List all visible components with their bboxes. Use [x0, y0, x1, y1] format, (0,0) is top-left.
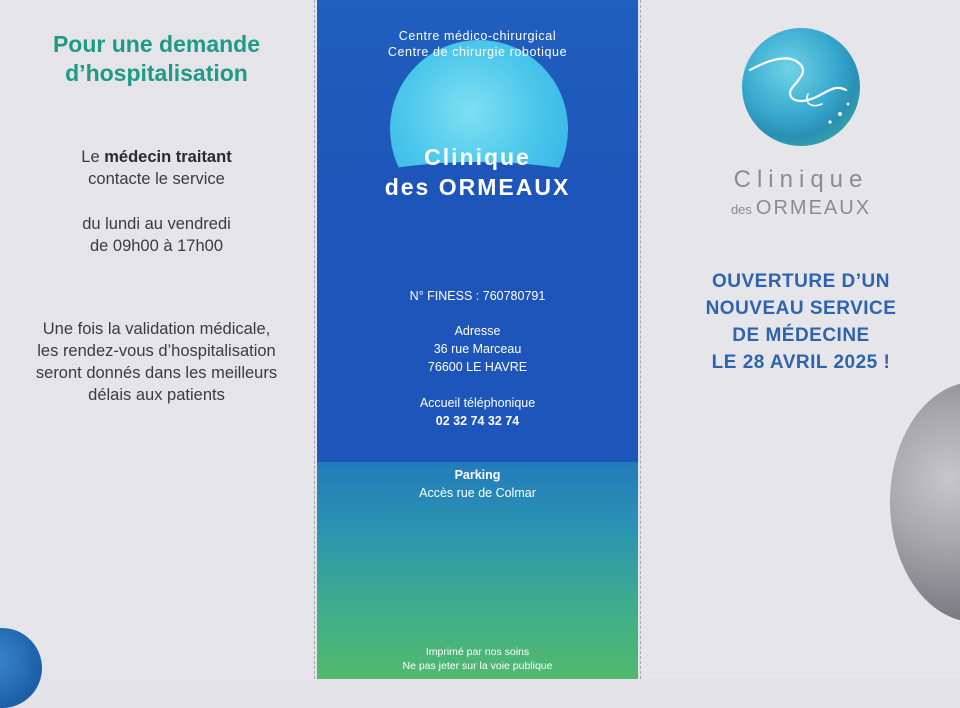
phone-label: Accueil téléphonique	[419, 396, 536, 410]
footer-line1: Imprimé par nos soins	[425, 646, 530, 658]
validation-line3: seront donnés dans les meilleurs	[35, 364, 278, 382]
parking-block	[317, 466, 638, 502]
left-title-line2: d’hospitalisation	[65, 60, 248, 86]
clinic-name-line2: des ORMEAUX	[384, 174, 571, 200]
schedule-line2: de 09h00 à 17h00	[89, 237, 224, 255]
referral-line2: contacte le service	[88, 170, 225, 188]
clinic-subtitle	[317, 28, 638, 60]
fold-line-right	[640, 0, 641, 679]
parking-access: Accès rue de Colmar	[419, 486, 536, 500]
validation-line2: les rendez-vous d’hospitalisation	[37, 342, 276, 360]
decorative-watercolor-blob	[0, 628, 42, 708]
announce-line2: NOUVEAU SERVICE	[705, 298, 897, 319]
logo-des: des	[730, 202, 752, 217]
decorative-grey-stone	[890, 382, 960, 622]
announce-line1: OUVERTURE D’UN	[711, 271, 890, 292]
address-label: Adresse	[454, 324, 501, 338]
phone-number	[317, 412, 638, 430]
phone-block	[317, 394, 638, 430]
clinic-name-line1: Clinique	[424, 144, 531, 170]
fold-line-left	[314, 0, 315, 679]
logo-river-icon	[742, 28, 860, 146]
referral-prefix: Le	[81, 148, 105, 166]
validation-line4: délais aux patients	[88, 386, 225, 404]
address-block	[317, 322, 638, 376]
logo-wordmark: Clinique	[733, 166, 869, 193]
announce-line3: DE MÉDECINE	[732, 325, 870, 346]
subtitle-line1: Centre médico-chirurgical	[398, 29, 557, 43]
parking-label-value: Parking	[454, 468, 501, 482]
left-panel	[0, 0, 313, 679]
announce-line4: LE 28 AVRIL 2025 !	[711, 352, 891, 373]
validation-text	[0, 318, 313, 406]
print-footer	[317, 645, 638, 673]
finess-number: N° FINESS : 760780791	[409, 289, 546, 303]
opening-announcement	[642, 268, 960, 376]
logo-subwordmark	[642, 197, 960, 220]
schedule-line1: du lundi au vendredi	[82, 215, 231, 233]
address-line2: 76600 LE HAVRE	[427, 360, 528, 374]
parking-label	[317, 466, 638, 484]
middle-panel	[317, 0, 638, 679]
schedule-text	[0, 213, 313, 257]
left-title	[0, 30, 313, 88]
footer-line2: Ne pas jeter sur la voie publique	[402, 660, 553, 672]
referral-bold: médecin traitant	[104, 148, 232, 166]
left-title-line1: Pour une demande	[52, 31, 261, 57]
right-panel	[642, 0, 960, 679]
address-line1: 36 rue Marceau	[433, 342, 522, 356]
logo-ormeaux: ORMEAUX	[755, 197, 872, 219]
referral-text	[0, 146, 313, 190]
phone-number-value: 02 32 74 32 74	[435, 414, 520, 428]
subtitle-line2: Centre de chirurgie robotique	[387, 45, 568, 59]
validation-line1: Une fois la validation médicale,	[42, 320, 271, 338]
clinic-name	[317, 142, 638, 202]
